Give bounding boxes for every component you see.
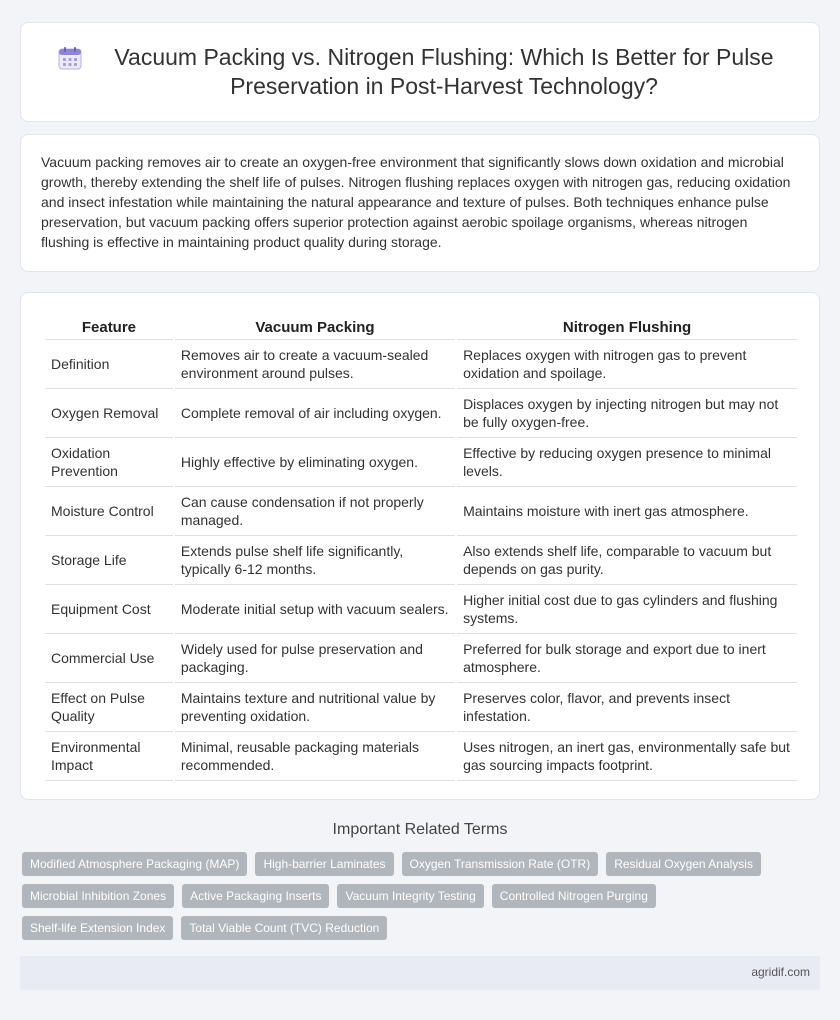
nitrogen-cell: Effective by reducing oxygen presence to minimal levels. — [457, 438, 797, 487]
page-title: Vacuum Packing vs. Nitrogen Flushing: Which Is Better for Pulse Preservation in Post-Harvest Technology? — [114, 44, 774, 99]
header-feature: Feature — [45, 315, 173, 340]
nitrogen-cell: Also extends shelf life, comparable to vacuum but depends on gas purity. — [457, 536, 797, 585]
vacuum-cell: Complete removal of air including oxygen. — [175, 389, 455, 438]
vacuum-cell: Widely used for pulse preservation and packaging. — [175, 634, 455, 683]
related-terms-list — [22, 852, 822, 948]
feature-cell: Commercial Use — [45, 634, 173, 683]
related-term-tag[interactable]: Vacuum Integrity Testing — [337, 884, 483, 908]
nitrogen-cell: Preserves color, flavor, and prevents insect infestation. — [457, 683, 797, 732]
footer-site: agridif.com — [751, 965, 810, 979]
table-row — [45, 585, 797, 634]
table-row — [45, 389, 797, 438]
feature-cell: Environmental Impact — [45, 732, 173, 781]
footer — [20, 956, 820, 990]
feature-cell: Equipment Cost — [45, 585, 173, 634]
calendar-icon — [57, 45, 83, 71]
vacuum-cell: Removes air to create a vacuum-sealed environment around pulses. — [175, 340, 455, 389]
table-header-row — [45, 315, 797, 340]
intro-paragraph: Vacuum packing removes air to create an oxygen-free environment that significantly slows down oxidation and microbial growth, thereby extending the shelf life of pulses. Nitrogen flushing replaces oxygen with nitrogen gas, reducing oxidation and insect infestation while maintaining the natural appearance and texture of pulses. Both techniques enhance pulse preservation, but vacuum packing offers superior protection against aerobic spoilage organisms, whereas nitrogen flushing is effective in maintaining product quality during storage. — [41, 154, 791, 250]
feature-cell: Oxygen Removal — [45, 389, 173, 438]
feature-cell: Storage Life — [45, 536, 173, 585]
related-term-tag[interactable]: Residual Oxygen Analysis — [606, 852, 761, 876]
table-row — [45, 340, 797, 389]
vacuum-cell: Maintains texture and nutritional value by preventing oxidation. — [175, 683, 455, 732]
related-term-tag[interactable]: Total Viable Count (TVC) Reduction — [181, 916, 387, 940]
nitrogen-cell: Replaces oxygen with nitrogen gas to prevent oxidation and spoilage. — [457, 340, 797, 389]
vacuum-cell: Moderate initial setup with vacuum sealers. — [175, 585, 455, 634]
related-term-tag[interactable]: Oxygen Transmission Rate (OTR) — [402, 852, 599, 876]
vacuum-cell: Minimal, reusable packaging materials recommended. — [175, 732, 455, 781]
table-row — [45, 732, 797, 781]
feature-cell: Definition — [45, 340, 173, 389]
vacuum-cell: Extends pulse shelf life significantly, typically 6-12 months. — [175, 536, 455, 585]
comparison-table — [43, 315, 799, 781]
nitrogen-cell: Preferred for bulk storage and export due to inert atmosphere. — [457, 634, 797, 683]
vacuum-cell: Highly effective by eliminating oxygen. — [175, 438, 455, 487]
related-term-tag[interactable]: Active Packaging Inserts — [182, 884, 329, 908]
table-row — [45, 438, 797, 487]
intro-card — [20, 134, 820, 272]
related-terms-title: Important Related Terms — [332, 821, 508, 838]
title-card — [20, 22, 820, 122]
related-term-tag[interactable]: Shelf-life Extension Index — [22, 916, 173, 940]
nitrogen-cell: Displaces oxygen by injecting nitrogen but may not be fully oxygen-free. — [457, 389, 797, 438]
nitrogen-cell: Higher initial cost due to gas cylinders and flushing systems. — [457, 585, 797, 634]
table-row — [45, 683, 797, 732]
related-term-tag[interactable]: Modified Atmosphere Packaging (MAP) — [22, 852, 247, 876]
nitrogen-cell: Maintains moisture with inert gas atmosphere. — [457, 487, 797, 536]
nitrogen-cell: Uses nitrogen, an inert gas, environmentally safe but gas sourcing impacts footprint. — [457, 732, 797, 781]
vacuum-cell: Can cause condensation if not properly managed. — [175, 487, 455, 536]
feature-cell: Oxidation Prevention — [45, 438, 173, 487]
related-term-tag[interactable]: Controlled Nitrogen Purging — [492, 884, 656, 908]
header-nitrogen-flushing: Nitrogen Flushing — [457, 315, 797, 340]
header-vacuum-packing: Vacuum Packing — [175, 315, 455, 340]
table-row — [45, 634, 797, 683]
table-row — [45, 487, 797, 536]
feature-cell: Moisture Control — [45, 487, 173, 536]
comparison-card — [20, 292, 820, 800]
related-term-tag[interactable]: Microbial Inhibition Zones — [22, 884, 174, 908]
related-term-tag[interactable]: High-barrier Laminates — [255, 852, 393, 876]
table-row — [45, 536, 797, 585]
feature-cell: Effect on Pulse Quality — [45, 683, 173, 732]
